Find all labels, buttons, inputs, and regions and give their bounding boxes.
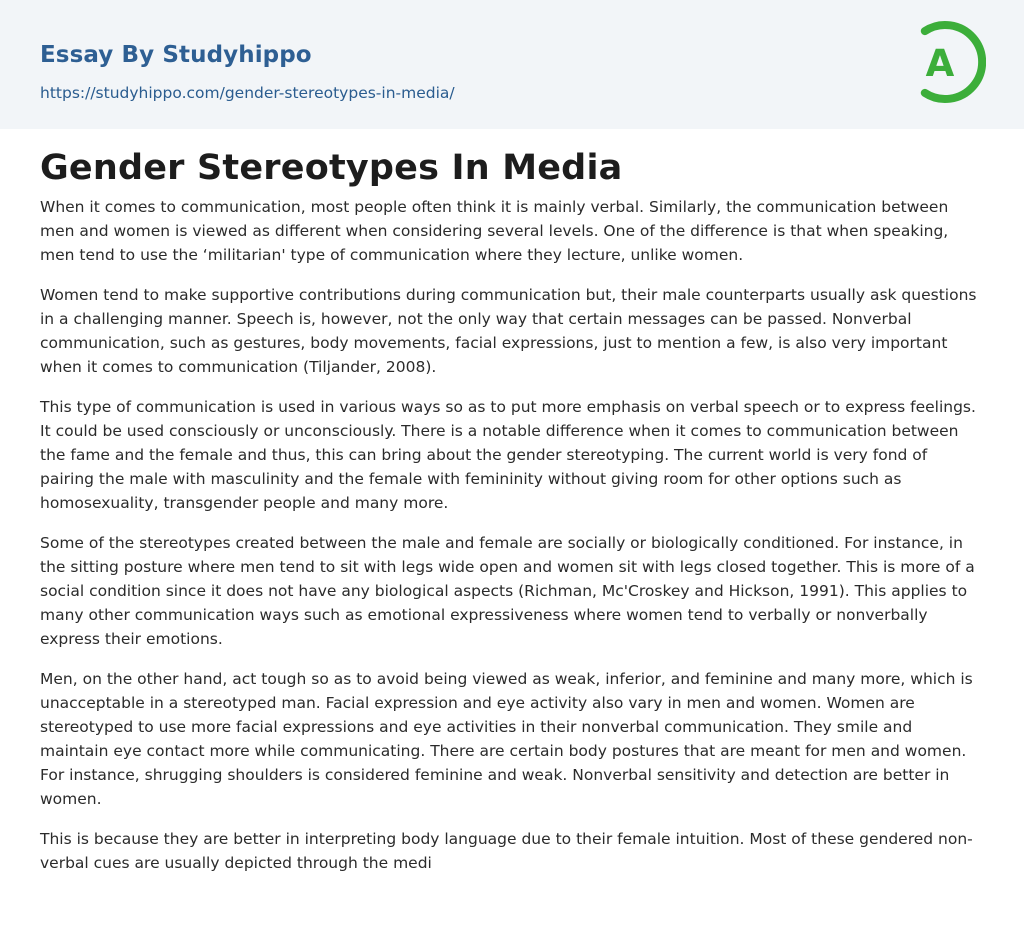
source-url-link[interactable]: https://studyhippo.com/gender-stereotypes-in-media/ (40, 84, 455, 102)
article-paragraph: Men, on the other hand, act tough so as to avoid being viewed as weak, inferior, and feminine and many more, which is unacceptable in a stereotyped man. Facial expression and eye activity also vary in men and women. Women are stereotyped to use more facial expressions and eye activities in their nonverbal communication. They smile and maintain eye contact more while communicating. There are certain body postures that are meant for men and women. For instance, shrugging shoulders is considered feminine and weak. Nonverbal sensitivity and detection are better in women. (40, 670, 973, 808)
page-title: Gender Stereotypes In Media (40, 148, 623, 188)
studyhippo-logo-icon[interactable] (912, 19, 986, 105)
article-content (0, 129, 1024, 875)
article-paragraph: When it comes to communication, most people often think it is mainly verbal. Similarly, the communication between men and women is viewed as different when considering several levels. One of the difference is that when speaking, men tend to use the ‘militarian' type of communication where they lecture, unlike women. (40, 198, 949, 264)
article-paragraph: This type of communication is used in various ways so as to put more emphasis on verbal speech or to express feelings. It could be used consciously or unconsciously. There is a notable difference when it comes to communication between the fame and the female and thus, this can bring about the gender stereotyping. The current world is very fond of pairing the male with masculinity and the female with femininity without giving room for other options such as homosexuality, transgender people and many more. (40, 398, 976, 512)
brand-title[interactable]: Essay By Studyhippo (40, 42, 312, 68)
article-paragraph: Women tend to make supportive contributions during communication but, their male counterparts usually ask questions in a challenging manner. Speech is, however, not the only way that certain messages can be passed. Nonverbal communication, such as gestures, body movements, facial expressions, just to mention a few, is also very important when it comes to communication (Tiljander, 2008). (40, 286, 977, 376)
article-paragraph: Some of the stereotypes created between the male and female are socially or biologically conditioned. For instance, in the sitting posture where men tend to sit with legs wide open and women sit with legs closed together. This is more of a social condition since it does not have any biological aspects (Richman, Mc'Croskey and Hickson, 1991). This applies to many other communication ways such as emotional expressiveness where women tend to verbally or nonverbally express their emotions. (40, 534, 975, 648)
logo-letter: A (925, 42, 955, 85)
site-header (0, 0, 1024, 129)
article-paragraph: This is because they are better in interpreting body language due to their female intuition. Most of these gendered non-verbal cues are usually depicted through the medi (40, 830, 973, 872)
